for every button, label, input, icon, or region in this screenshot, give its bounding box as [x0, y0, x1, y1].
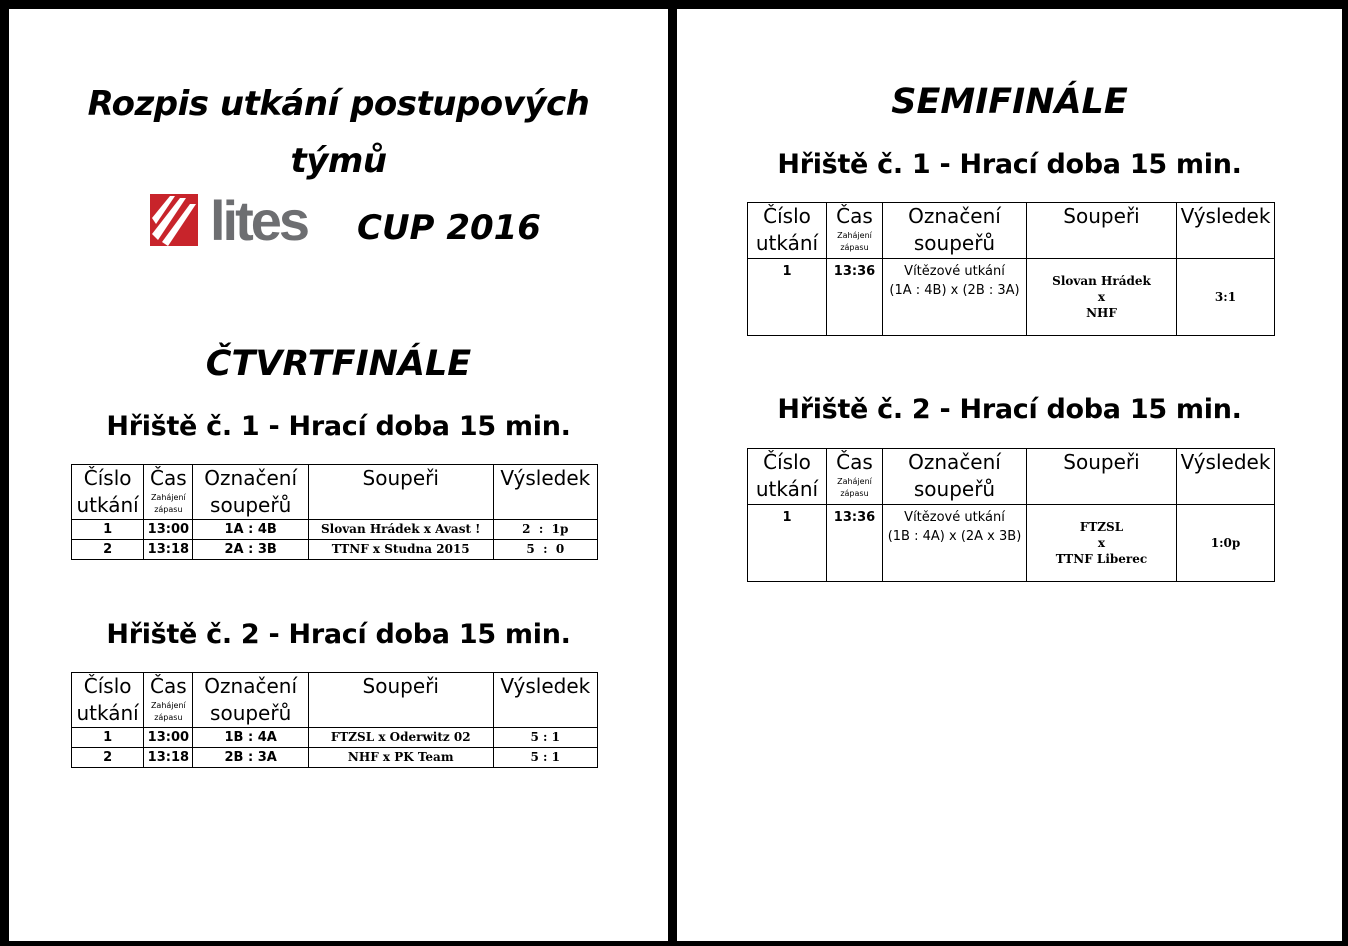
table-row: 1 13:36 Vítězové utkání (1B : 4A) x (2A x 3B) FTZSL x TTNF Liberec 1:0p [748, 505, 1275, 582]
col-teams: Soupeři [1027, 203, 1177, 259]
title-line-1: Rozpis utkání postupových [87, 84, 590, 124]
col-number: Číslo utkání [72, 673, 144, 728]
col-time: Čas Zahájení zápasu [144, 465, 193, 520]
quarterfinal-pitch1-table [71, 464, 598, 560]
col-label: Označení soupeřů [883, 449, 1027, 505]
lites-logo-text: lites [210, 194, 308, 246]
table-row: 1 13:36 Vítězové utkání (1A : 4B) x (2B : 3A) Slovan Hrádek x NHF 3:1 [748, 259, 1275, 336]
col-number: Číslo utkání [748, 449, 827, 505]
quarterfinal-pitch2-table [71, 672, 598, 768]
col-result: Výsledek [1177, 203, 1275, 259]
col-teams: Soupeři [308, 673, 493, 728]
col-number: Číslo utkání [72, 465, 144, 520]
col-result: Výsledek [493, 465, 597, 520]
col-number: Číslo utkání [748, 203, 827, 259]
lites-claw-icon [150, 194, 198, 246]
cup-logo-row [9, 194, 668, 254]
semi-pitch2-heading: Hřiště č. 2 - Hrací doba 15 min. [777, 394, 1242, 425]
pitch1-heading: Hřiště č. 1 - Hrací doba 15 min. [106, 411, 571, 442]
col-result: Výsledek [493, 673, 597, 728]
table-row: 1 13:00 1B : 4A FTZSL x Oderwitz 02 5 : 1 [72, 728, 598, 748]
col-teams: Soupeři [308, 465, 493, 520]
table-header-row [748, 449, 1275, 505]
quarterfinal-title: ČTVRTFINÁLE [205, 344, 472, 384]
col-label: Označení soupeřů [193, 465, 308, 520]
right-page [677, 9, 1342, 941]
table-row: 2 13:18 2B : 3A NHF x PK Team 5 : 1 [72, 748, 598, 768]
col-teams: Soupeři [1027, 449, 1177, 505]
lites-logo [210, 194, 344, 246]
col-label: Označení soupeřů [883, 203, 1027, 259]
semifinal-title: SEMIFINÁLE [891, 82, 1128, 122]
table-header-row [72, 465, 598, 520]
table-header-row [72, 673, 598, 728]
pitch2-heading: Hřiště č. 2 - Hrací doba 15 min. [106, 619, 571, 650]
col-result: Výsledek [1177, 449, 1275, 505]
semi-pitch1-heading: Hřiště č. 1 - Hrací doba 15 min. [777, 149, 1242, 180]
col-label: Označení soupeřů [193, 673, 308, 728]
col-time: Čas Zahájení zápasu [827, 203, 883, 259]
cup-title: CUP 2016 [357, 208, 541, 248]
table-header-row [748, 203, 1275, 259]
table-row: 2 13:18 2A : 3B TTNF x Studna 2015 5 : 0 [72, 540, 598, 560]
col-time: Čas Zahájení zápasu [827, 449, 883, 505]
semifinal-pitch1-table [747, 202, 1275, 336]
left-page [9, 9, 668, 941]
title-line-2: týmů [290, 141, 387, 181]
table-row: 1 13:00 1A : 4B Slovan Hrádek x Avast ! 2 : 1p [72, 520, 598, 540]
col-time: Čas Zahájení zápasu [144, 673, 193, 728]
semifinal-pitch2-table [747, 448, 1275, 582]
